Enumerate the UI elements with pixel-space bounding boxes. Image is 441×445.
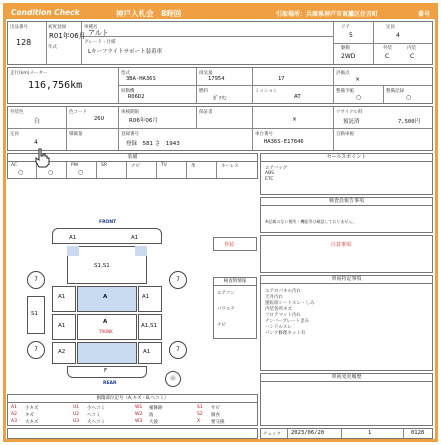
legend-cell: 大波 xyxy=(149,420,158,425)
exterior-box xyxy=(213,237,257,251)
equip-leather: 革 xyxy=(191,164,196,169)
legend-cell: 大ヘコミ xyxy=(87,420,105,425)
model-label: 車種名 xyxy=(84,25,98,30)
equip-aw-mark: ○ xyxy=(48,169,54,176)
change-history-panel xyxy=(260,373,433,426)
glass-fl xyxy=(67,246,79,256)
legend-cell: 補修跡 xyxy=(149,406,163,411)
tax-label: 自動車税 xyxy=(336,132,354,137)
transmission-value: AT xyxy=(294,94,301,100)
condition-sheet xyxy=(3,3,438,442)
front-bumper-right-damage: A1 xyxy=(131,235,139,241)
tire-front-left: 7 xyxy=(27,271,45,289)
inspection-value: R06年06月 xyxy=(129,118,158,124)
spare-tire-icon: Ⓜ xyxy=(165,371,181,387)
chassis-label: 車台番号 xyxy=(255,132,273,137)
legend-cell: W3 xyxy=(135,419,143,424)
tire-rear-right: 7 xyxy=(169,341,187,359)
equip-sr: SR xyxy=(101,163,107,168)
legend-cell: 大キズ xyxy=(25,420,39,425)
legend-cell: S2 xyxy=(197,412,203,417)
vehicle-notes-panel xyxy=(260,275,433,371)
rear-bumper-damage: F xyxy=(104,368,108,374)
legend-cell: 要交換 xyxy=(211,420,225,425)
inspector-head: 検査員報告事項 xyxy=(261,198,432,206)
legend-cell: キズ xyxy=(25,413,34,418)
lot-label: 出品番号 xyxy=(10,25,28,30)
load-label: 積載量 xyxy=(69,132,83,137)
note-item: 天井汚れ xyxy=(265,295,283,300)
auction-name: 神戸入札会 8時回 xyxy=(116,9,182,18)
equip-pw: PW xyxy=(71,163,79,168)
doors-label: ドア xyxy=(341,25,350,30)
type-value: 3BA-HA36S xyxy=(126,76,156,82)
colorcode-value: 26U xyxy=(94,116,104,122)
notice-label: 注意事項 xyxy=(331,242,352,248)
equip-pw-mark: ○ xyxy=(78,169,84,176)
legend-cell: W2 xyxy=(135,412,143,417)
legend-head: 損傷部位記号（A,キズ・B,ヘコミ） xyxy=(8,395,257,403)
inspector-report-panel xyxy=(260,197,433,233)
grade-value: Lキーフライトサポート装着車 xyxy=(88,49,163,55)
note-item: エアロパネル汚れ xyxy=(265,289,301,294)
header-bar xyxy=(6,6,435,19)
drive-value: 2WD xyxy=(341,53,356,60)
notes-head: 車両特記事項 xyxy=(261,276,432,284)
capacity-label: 定員 xyxy=(10,132,19,137)
history-head: 車両変更履歴 xyxy=(261,374,432,382)
legend-cell: 小ヘコミ xyxy=(87,406,105,411)
displacement-value: 17954 xyxy=(208,76,225,82)
first-registration: R01年06月 xyxy=(49,32,86,40)
note-item: 運転席シートスレ・しみ xyxy=(265,301,315,306)
legend-cell: A3 xyxy=(11,419,17,424)
cabin-damage: A xyxy=(103,319,108,325)
ext-label: 外装 xyxy=(383,46,392,51)
footer-left-bar xyxy=(7,428,258,439)
legend-cell: U1 xyxy=(73,405,80,410)
equip-navi: ナビ xyxy=(131,164,140,169)
maint-book-value: ○ xyxy=(356,94,362,101)
fuel-value: ｶﾞｿﾘﾝ xyxy=(213,96,227,102)
footer-count: 1 xyxy=(368,430,372,436)
legend-cell: U3 xyxy=(73,419,80,424)
fuel-label: 燃料 xyxy=(199,89,208,94)
displacement-unit: 17 xyxy=(278,76,285,82)
sales-item: ETC xyxy=(265,177,274,182)
vehicle-info-row2 xyxy=(7,67,433,104)
vehicle-info-row1 xyxy=(7,21,433,65)
cabin-panel xyxy=(77,314,137,340)
legend-cell: ヘコミ xyxy=(87,413,101,418)
legend-cell: A1 xyxy=(11,405,17,410)
note-item: ハンドルスレ xyxy=(265,325,292,330)
legend-cell: 小キズ xyxy=(25,406,39,411)
color-label: 外装色 xyxy=(10,110,24,115)
sales-head: セールスポイント xyxy=(261,154,432,162)
type-label: 型式 xyxy=(121,71,130,76)
drive-label: 駆動 xyxy=(341,46,350,51)
legend-cell: サビ xyxy=(211,406,220,411)
maint-record-label: 整備記録 xyxy=(386,89,404,94)
engine-label: 原動機 xyxy=(121,89,135,94)
footer-lot: 0128 xyxy=(411,430,425,436)
damage-legend xyxy=(7,394,258,426)
int-label: 内装 xyxy=(407,46,416,51)
grade-label: グレード・仕様 xyxy=(84,40,116,45)
check-item: パワステ xyxy=(217,307,235,312)
vehicle-info-row3 xyxy=(7,106,433,151)
left-front-door-damage: A1 xyxy=(58,294,66,300)
model-name: アルト xyxy=(88,29,109,37)
color-value: 白 xyxy=(34,118,41,125)
mileage-value: 116,756km xyxy=(28,80,83,91)
seats-value: 4 xyxy=(396,32,400,39)
left-rear-door-damage: A1 xyxy=(58,323,66,329)
capacity-value: 4 xyxy=(34,139,38,146)
legend-cell: 腐食 xyxy=(211,413,220,418)
score-value: × xyxy=(355,76,361,83)
rear-label: REAR xyxy=(103,381,117,386)
tire-front-right: 7 xyxy=(169,271,187,289)
pickup-location: 引取場所：兵庫県神戸市東灘区住吉町 xyxy=(276,11,379,18)
header-title: Condition Check xyxy=(11,8,80,17)
equip-tv: TV xyxy=(161,163,167,168)
doors-value: 5 xyxy=(349,32,353,39)
roof-damage: S1,S1 xyxy=(94,263,110,269)
warranty-label: 保証書 xyxy=(199,110,213,115)
front-label: FRONT xyxy=(99,220,117,225)
footer-bar xyxy=(260,428,433,439)
right-front-door-damage: A1 xyxy=(142,294,150,300)
check-info-head: 検査時情報 xyxy=(214,278,256,286)
check-info-box xyxy=(213,277,257,339)
equip-keyless: キーレス xyxy=(221,164,239,169)
right-quarter-damage: A1 xyxy=(143,349,151,355)
displacement-label: 排気量 xyxy=(199,71,213,76)
ext-grade: C xyxy=(385,53,390,60)
chassis-value: HA36S-E17846 xyxy=(264,139,304,145)
recycle-fee: 7,500円 xyxy=(398,119,421,125)
regno-value: 登録 581 さ 1943 xyxy=(126,141,180,147)
note-item: フロアマット汚れ xyxy=(265,313,301,318)
check-item: エアコン xyxy=(217,291,235,296)
header-right: 番号 xyxy=(418,11,431,18)
notice-panel xyxy=(260,235,433,273)
maint-record-value: ○ xyxy=(406,94,412,101)
hand-cursor-icon xyxy=(34,148,50,168)
equip-ac-mark: ○ xyxy=(18,169,24,176)
mileage-label: 走行(km)メーター xyxy=(10,71,48,76)
check-item: ナビ xyxy=(217,323,226,328)
lot-number: 128 xyxy=(16,38,32,47)
tire-rear-left: 7 xyxy=(27,341,45,359)
engine-value: R06D2 xyxy=(128,94,145,100)
score-label: 評価点 xyxy=(336,71,350,76)
note-item: パンク修理キット有 xyxy=(265,331,306,336)
left-quarter-damage: A2 xyxy=(58,349,66,355)
glass-fr xyxy=(135,246,147,256)
regno-label: 登録番号 xyxy=(121,132,139,137)
sales-item: エアバッグ xyxy=(265,166,288,171)
note-item: 内装各所キズ xyxy=(265,307,292,312)
legend-cell: U2 xyxy=(73,412,80,417)
recycle-state: 預託済 xyxy=(343,119,360,125)
rear-window xyxy=(77,342,137,364)
footer-date: 2023/06/20 xyxy=(291,430,325,436)
inspector-note: ※記載のない箇所・機能等は確認しておりません。 xyxy=(265,219,357,224)
maint-book-label: 整備手帳 xyxy=(336,89,354,94)
left-side-damage: S1 xyxy=(31,311,38,317)
car-diagram xyxy=(7,181,258,392)
inspection-label: 車検期限 xyxy=(121,110,139,115)
recycle-label: リサイクル料 xyxy=(336,110,363,115)
note-item: ナンバープレート歪み xyxy=(265,319,310,324)
transmission-label: ミッション xyxy=(255,89,278,94)
warranty-value: × xyxy=(292,116,298,123)
equip-ac: AC xyxy=(11,163,18,168)
seats-label: 定員 xyxy=(386,25,395,30)
reg-label: 初度登録 xyxy=(48,25,66,30)
equipment-head: 装備 xyxy=(8,154,257,162)
hood-damage: A xyxy=(103,294,108,300)
legend-cell: A2 xyxy=(11,412,17,417)
right-rear-door-damage: A1,S1 xyxy=(141,323,158,329)
colorcode-label: 色コード xyxy=(69,110,87,115)
legend-cell: W1 xyxy=(135,405,143,410)
legend-cell: 波 xyxy=(149,413,154,418)
sales-point-panel xyxy=(260,153,433,195)
sales-item: ABS xyxy=(265,171,274,176)
legend-cell: X xyxy=(197,419,201,424)
int-grade: C xyxy=(410,53,415,60)
trunk-label: TRUNK xyxy=(99,329,113,334)
front-bumper-left-damage: A1 xyxy=(69,235,77,241)
footer-check-label: チェック xyxy=(263,432,281,437)
legend-cell: S1 xyxy=(197,405,203,410)
exterior-label: 外装 xyxy=(224,242,235,248)
year-label: 年式 xyxy=(48,45,57,50)
